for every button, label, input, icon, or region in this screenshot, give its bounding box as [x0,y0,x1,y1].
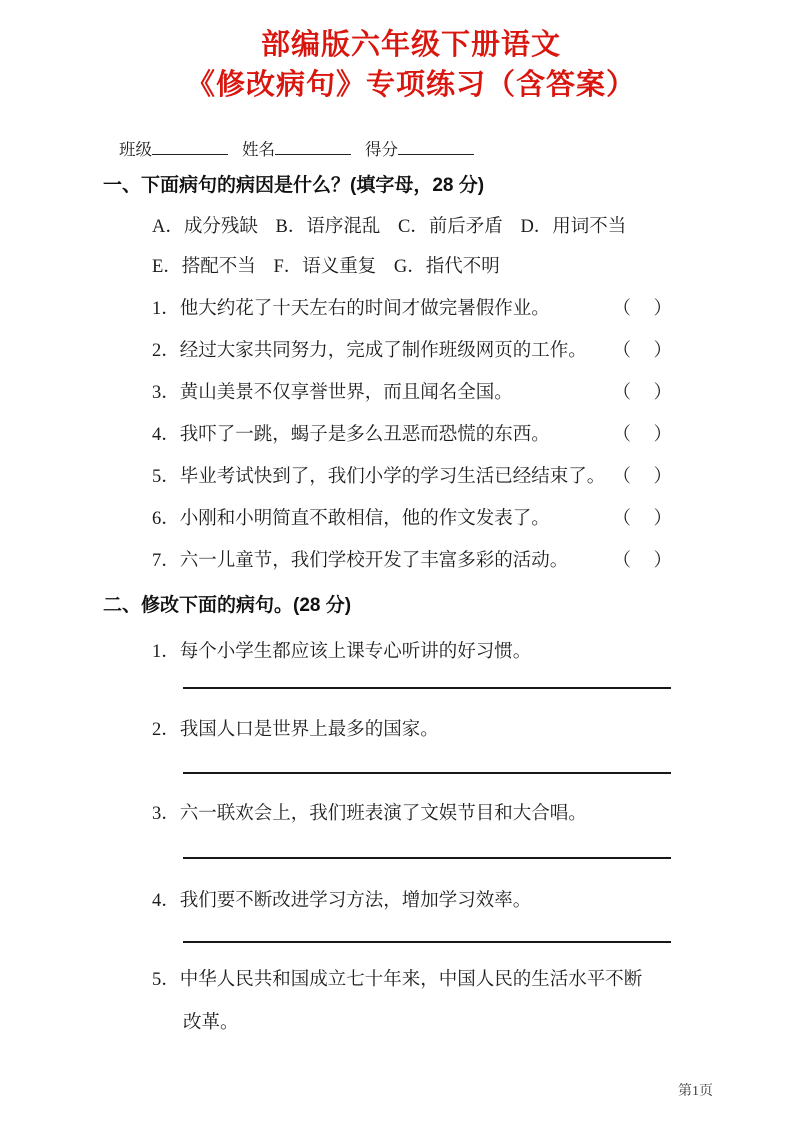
section1-item-2 [152,340,674,362]
answer-write-line [183,772,671,774]
question-text: 5．毕业考试快到了，我们小学的学习生活已经结束了。 [152,467,606,487]
option-b: B．语序混乱 [275,217,381,237]
question-text: 7．六一儿童节，我们学校开发了丰富多彩的活动。 [152,551,569,571]
title-line-1: 部编版六年级下册语文 [260,29,561,61]
option-g: G．指代不明 [393,257,500,277]
name-blank-line [275,140,351,155]
option-e: E．搭配不当 [152,257,256,277]
question-text: 3．黄山美景不仅享誉世界，而且闻名全国。 [152,383,513,403]
question-text: 2．经过大家共同努力，完成了制作班级网页的工作。 [152,341,587,361]
question-text: 1．他大约花了十天左右的时间才做完暑假作业。 [152,299,550,319]
section1-item-4 [152,424,674,446]
question-text: 4．我吓了一跳，蝎子是多么丑恶而恐慌的东西。 [152,425,550,445]
option-c: C．前后矛盾 [397,217,503,237]
section1-item-3 [152,382,674,404]
section2-item-1: 1．每个小学生都应该上课专心听讲的好习惯。 [152,642,532,662]
section1-options-row2 [152,256,674,278]
document-title [148,25,674,105]
answer-write-line [183,857,671,859]
title-line-2: 《修改病句》专项练习（含答案） [185,69,636,101]
section1-item-1 [152,298,674,320]
answer-bracket: （ ） [612,551,674,571]
score-label: 得分 [365,140,398,159]
section1-item-5 [152,466,674,488]
answer-write-line [183,941,671,943]
name-label: 姓名 [242,140,275,159]
answer-bracket: （ ） [612,299,674,319]
answer-bracket: （ ） [612,425,674,445]
page-number: 第1页 [678,1084,713,1099]
section1-item-7 [152,550,674,572]
score-blank-line [398,140,474,155]
class-blank-line [152,140,228,155]
option-a: A．成分残缺 [152,217,258,237]
section1-item-6 [152,508,674,530]
class-label: 班级 [119,140,152,159]
answer-bracket: （ ） [612,383,674,403]
section1-heading: 一、下面病句的病因是什么？(填字母，28 分) [103,175,485,196]
section2-item-4: 4．我们要不断改进学习方法，增加学习效率。 [152,891,532,911]
section1-options-row1 [152,216,674,238]
answer-bracket: （ ） [612,341,674,361]
section2-item-5: 5．中华人民共和国成立七十年来，中国人民的生活水平不断改革。 [152,970,643,1033]
section2-item-2: 2．我国人口是世界上最多的国家。 [152,720,439,740]
question-text: 6．小刚和小明简直不敢相信，他的作文发表了。 [152,509,550,529]
answer-bracket: （ ） [612,467,674,487]
answer-write-line [183,687,671,689]
section2-heading: 二、修改下面的病句。(28 分) [103,595,352,616]
student-info-row [119,140,674,160]
option-d: D．用词不当 [520,217,627,237]
answer-bracket: （ ） [612,509,674,529]
section2-item-3: 3．六一联欢会上，我们班表演了文娱节目和大合唱。 [152,804,587,824]
option-f: F．语义重复 [273,257,377,277]
